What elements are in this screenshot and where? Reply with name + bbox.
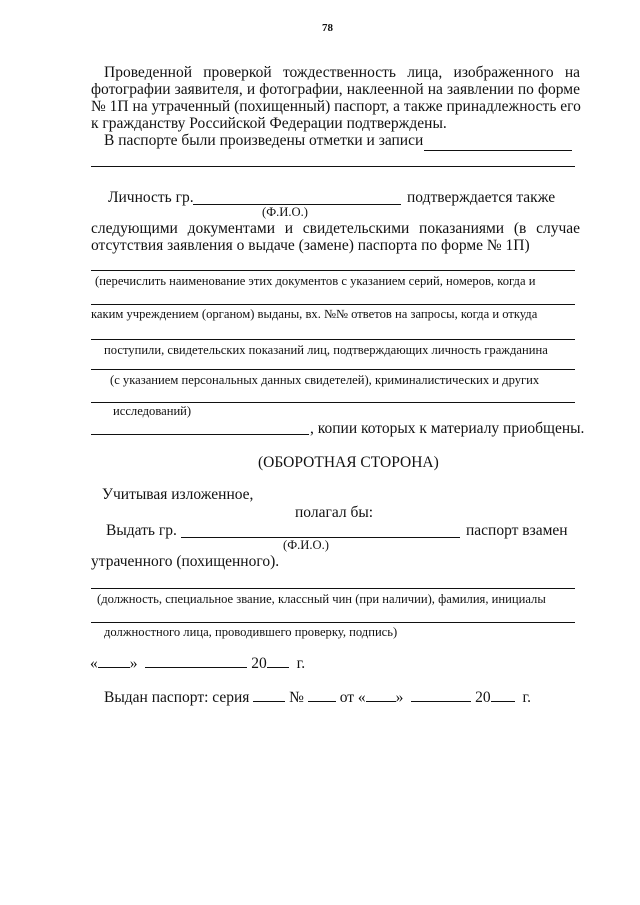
issue-suffix: паспорт взамен: [466, 522, 568, 539]
para1-line-4: к гражданству Российской Федерации подтверждены.: [91, 115, 447, 132]
considering-text: Учитывая изложенное,: [102, 486, 254, 503]
hint-line-5: исследований): [113, 404, 192, 418]
reverse-side-heading: (ОБОРОТНАЯ СТОРОНА): [258, 454, 439, 471]
passport-day-blank: [366, 700, 396, 702]
identity-prefix: Личность гр.: [108, 189, 194, 206]
passport-close-quote: »: [395, 689, 404, 706]
passport-year-blank: [491, 700, 515, 702]
lost-text: утраченного (похищенного).: [91, 553, 280, 570]
hint-line-4: (с указанием персональных данных свидетелей), криминалистических и других: [110, 373, 540, 387]
docs-blank-1: [91, 270, 575, 271]
date-day-blank: [98, 666, 130, 668]
marks-label: В паспорте были произведены отметки и записи: [104, 132, 424, 149]
official-blank-1: [91, 588, 575, 589]
issue-prefix: Выдать гр.: [106, 522, 177, 539]
docs-blank-4: [91, 369, 575, 370]
docs-blank-3: [91, 339, 575, 340]
official-hint-1: (должность, специальное звание, классный чин (при наличии), фамилия, инициалы: [97, 592, 546, 606]
passport-issued-line: [104, 689, 531, 707]
would-propose-text: полагал бы:: [295, 504, 374, 521]
passport-series-blank: [253, 700, 285, 702]
identity-suffix: подтверждается также: [407, 189, 556, 206]
passport-number-blank: [308, 700, 336, 702]
official-blank-2: [91, 622, 575, 623]
issue-fio-caption: (Ф.И.О.): [283, 538, 329, 552]
date-close-quote: »: [129, 655, 138, 672]
passport-open-quote: «: [357, 689, 366, 706]
date-year-blank: [267, 666, 289, 668]
marks-blank-2: [91, 166, 575, 167]
passport-year-prefix: 20: [475, 689, 491, 706]
identity-line-1: следующими документами и свидетельскими показаниями (в случае: [91, 220, 580, 237]
para1-line-1: Проведенной проверкой тождественность лица, изображенного на: [104, 64, 580, 81]
date-year-suffix: г.: [296, 655, 306, 672]
official-hint-2: должностного лица, проводившего проверку, подпись): [104, 625, 398, 639]
hint-line-2: каким учреждением (органом) выданы, вх. №№ ответов на запросы, когда и откуда: [91, 307, 538, 321]
passport-year-suffix: г.: [522, 689, 532, 706]
marks-blank: [424, 150, 572, 151]
passport-month-blank: [411, 700, 471, 702]
passport-issued-label: Выдан паспорт: серия: [104, 689, 250, 706]
docs-blank-2: [91, 304, 575, 305]
passport-number-sign: №: [289, 689, 304, 706]
identity-fio-caption: (Ф.И.О.): [262, 205, 308, 219]
docs-blank-5: [91, 402, 575, 403]
hint-line-1: (перечислить наименование этих документов с указанием серий, номеров, когда и: [95, 274, 536, 288]
date-year-prefix: 20: [251, 655, 267, 672]
date-line: [90, 655, 305, 673]
page-number: 78: [322, 22, 333, 34]
para1-line-2: фотографии заявителя, и фотографии, наклеенной на заявлении по форме: [91, 81, 580, 98]
copies-text: , копии которых к материалу приобщены.: [310, 420, 585, 437]
passport-from: от: [339, 689, 355, 706]
identity-line-2: отсутствия заявления о выдаче (замене) паспорта по форме № 1П): [91, 237, 530, 254]
para1-line-3: № 1П на утраченный (похищенный) паспорт, а также принадлежность его: [91, 98, 581, 115]
copies-blank: [91, 434, 309, 435]
date-open-quote: «: [90, 655, 98, 672]
date-month-blank: [145, 666, 247, 668]
hint-line-3: поступили, свидетельских показаний лиц, подтверждающих личность гражданина: [104, 343, 548, 357]
